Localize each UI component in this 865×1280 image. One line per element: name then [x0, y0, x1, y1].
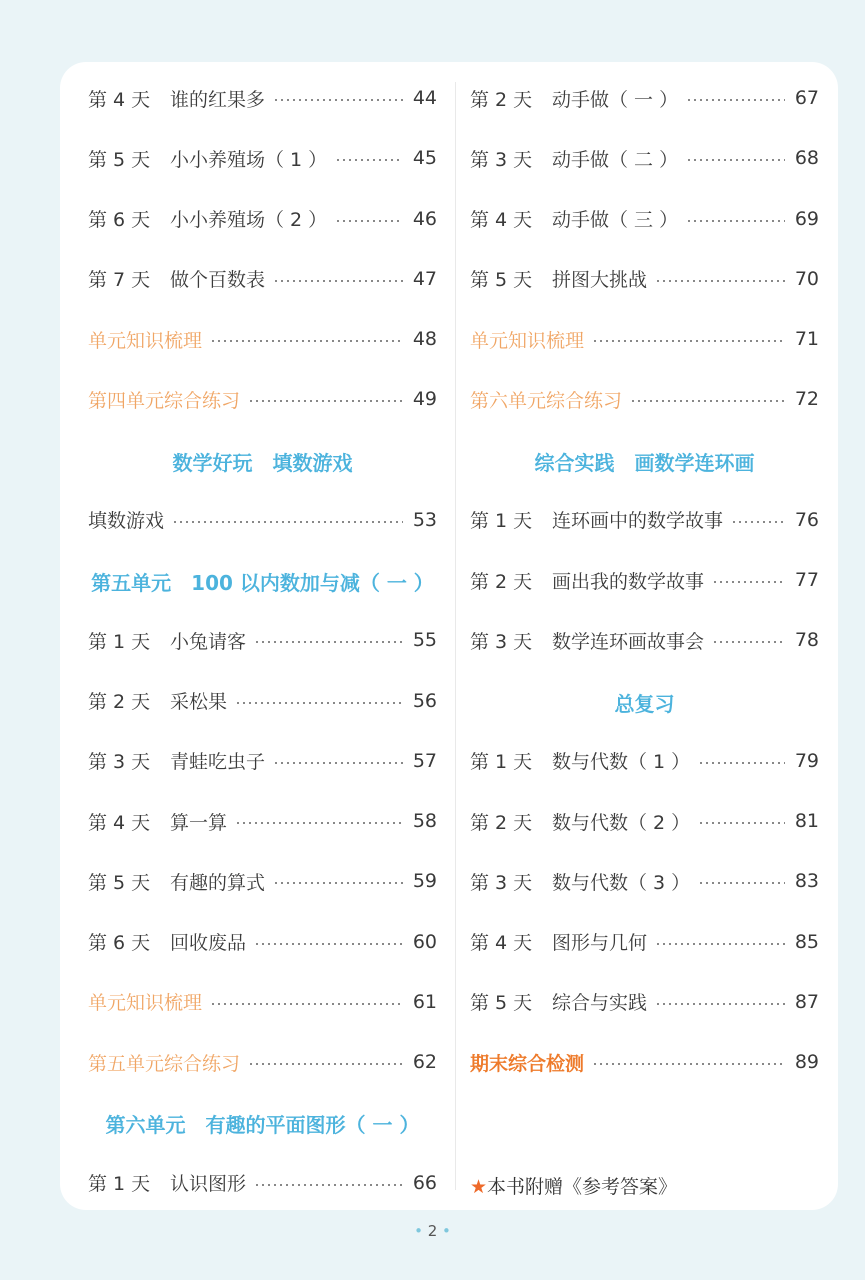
entry-title: 采松果	[170, 691, 228, 713]
dot-leader	[254, 1184, 403, 1186]
dot-leader	[712, 581, 785, 583]
entry-page-number: 85	[794, 930, 819, 953]
dot-leader	[686, 159, 785, 161]
entry-title: 数与代数（ 3 ）	[552, 871, 691, 894]
section-heading: 第六单元 有趣的平面图形（ 一 ）	[105, 1113, 420, 1138]
toc-summary-entry[interactable]	[88, 1047, 437, 1077]
entry-title: 填数游戏	[88, 510, 165, 533]
entry-title: 数与代数（ 2 ）	[552, 811, 691, 834]
dot-leader	[698, 822, 785, 824]
entry-day: 第 3 天	[88, 751, 151, 774]
entry-day: 第 5 天	[88, 148, 151, 171]
entry-day: 第 1 天	[470, 510, 533, 533]
entry-page-number: 46	[412, 207, 437, 230]
entry-page-number: 71	[794, 328, 819, 350]
entry-day: 第 7 天	[88, 269, 151, 292]
entry-page-number: 44	[412, 87, 437, 109]
entry-day: 第 4 天	[470, 209, 533, 231]
entry-day: 第 6 天	[88, 209, 151, 231]
dot-leader	[698, 762, 785, 764]
entry-day: 第 1 天	[88, 630, 151, 653]
toc-entry[interactable]	[470, 927, 819, 957]
entry-title: 有趣的算式	[170, 871, 266, 894]
dot-leader	[731, 521, 785, 523]
entry-title: 数学连环画故事会	[552, 630, 705, 653]
entry-title: 小小养殖场（ 2 ）	[170, 209, 328, 231]
entry-day: 第 5 天	[470, 992, 533, 1015]
entry-day: 第 2 天	[88, 691, 151, 713]
toc-summary-entry[interactable]	[88, 324, 437, 354]
entry-title: 动手做（ 二 ）	[552, 148, 679, 171]
dot-leader	[273, 99, 403, 101]
dot-leader	[335, 159, 403, 161]
dot-leader	[698, 882, 785, 884]
entry-title: 小小养殖场（ 1 ）	[170, 148, 328, 171]
entry-page-number: 87	[794, 990, 819, 1013]
entry-title: 拼图大挑战	[552, 269, 648, 292]
toc-entry[interactable]	[470, 987, 819, 1017]
entry-page-number: 76	[794, 508, 819, 531]
section-heading: 第五单元 100 以内数加与减（ 一 ）	[91, 571, 434, 595]
entry-title: 第四单元综合练习	[88, 389, 241, 412]
entry-title: 单元知识梳理	[470, 329, 585, 352]
dot-leader	[210, 1003, 403, 1005]
dot-leader	[273, 762, 403, 764]
page-number: 2	[427, 1222, 438, 1240]
entry-page-number: 66	[412, 1171, 437, 1194]
entry-page-number: 57	[412, 749, 437, 772]
entry-title: 回收废品	[170, 932, 247, 954]
toc-entry[interactable]	[470, 264, 819, 294]
entry-title: 动手做（ 三 ）	[552, 209, 679, 231]
dot-leader	[172, 521, 403, 523]
entry-day: 第 1 天	[88, 1173, 151, 1195]
entry-title: 期末综合检测	[470, 1052, 585, 1075]
toc-entry[interactable]	[88, 143, 437, 173]
dot-leader	[273, 280, 403, 282]
entry-title: 认识图形	[170, 1173, 247, 1195]
toc-entry[interactable]	[88, 866, 437, 896]
dot-leader	[655, 943, 785, 945]
toc-entry[interactable]	[88, 746, 437, 776]
toc-entry[interactable]	[470, 746, 819, 776]
entry-page-number: 67	[794, 87, 819, 109]
entry-page-number: 77	[794, 569, 819, 591]
entry-page-number: 55	[412, 629, 437, 652]
toc-summary-entry[interactable]	[88, 987, 437, 1017]
star-icon: ★	[470, 1176, 488, 1198]
toc-entry[interactable]	[470, 866, 819, 896]
entry-day: 第 5 天	[88, 871, 151, 894]
entry-title: 小兔请客	[170, 630, 247, 653]
entry-title: 谁的红果多	[170, 88, 266, 111]
toc-entry[interactable]	[88, 1168, 437, 1198]
toc-entry[interactable]	[470, 565, 819, 595]
toc-entry[interactable]	[88, 264, 437, 294]
toc-summary-entry[interactable]	[470, 384, 819, 414]
toc-entry[interactable]	[470, 83, 819, 113]
entry-title: 单元知识梳理	[88, 992, 203, 1015]
toc-entry[interactable]	[88, 686, 437, 716]
entry-day: 第 3 天	[470, 630, 533, 653]
toc-summary-entry[interactable]	[470, 324, 819, 354]
dot-leader	[592, 340, 785, 342]
toc-entry[interactable]	[88, 83, 437, 113]
dot-leader	[248, 1063, 403, 1065]
entry-page-number: 83	[794, 870, 819, 893]
entry-page-number: 78	[794, 629, 819, 652]
entry-title: 画出我的数学故事	[552, 570, 705, 593]
entry-title: 数与代数（ 1 ）	[552, 751, 691, 774]
entry-day: 第 2 天	[470, 570, 533, 593]
entry-page-number: 79	[794, 749, 819, 772]
entry-page-number: 68	[794, 147, 819, 170]
dot-leader	[655, 1003, 785, 1005]
entry-title: 动手做（ 一 ）	[552, 88, 679, 111]
entry-day: 第 1 天	[470, 751, 533, 774]
toc-entry[interactable]	[88, 505, 437, 535]
bonus-note-text: 本书附赠《参考答案》	[487, 1176, 678, 1198]
dot-leader	[273, 882, 403, 884]
toc-entry[interactable]	[470, 204, 819, 234]
entry-day: 第 2 天	[470, 811, 533, 834]
entry-title: 第五单元综合练习	[88, 1052, 241, 1075]
dot-leader	[210, 340, 403, 342]
toc-entry[interactable]	[470, 143, 819, 173]
entry-day: 第 5 天	[470, 269, 533, 292]
entry-page-number: 47	[412, 267, 437, 290]
entry-page-number: 53	[412, 508, 437, 531]
entry-day: 第 4 天	[88, 811, 151, 834]
section-heading: 综合实践 画数学连环画	[534, 450, 755, 475]
toc-summary-entry[interactable]	[88, 384, 437, 414]
dot-leader	[254, 641, 403, 643]
bullet-icon: •	[442, 1222, 451, 1240]
dot-leader	[254, 943, 403, 945]
dot-leader	[592, 1063, 785, 1065]
entry-title: 图形与几何	[552, 932, 648, 954]
entry-page-number: 58	[412, 810, 437, 832]
dot-leader	[686, 99, 785, 101]
entry-title: 第六单元综合练习	[470, 389, 623, 412]
toc-entry[interactable]	[470, 806, 819, 836]
entry-page-number: 72	[794, 388, 819, 411]
bonus-note	[470, 1172, 677, 1199]
dot-leader	[235, 822, 403, 824]
entry-page-number: 59	[412, 870, 437, 893]
entry-title: 连环画中的数学故事	[552, 510, 724, 533]
toc-entry[interactable]	[88, 625, 437, 655]
entry-title: 综合与实践	[552, 992, 648, 1015]
dot-leader	[686, 220, 785, 222]
entry-title: 单元知识梳理	[88, 329, 203, 352]
entry-day: 第 2 天	[470, 88, 533, 111]
dot-leader	[248, 400, 403, 402]
bullet-icon: •	[414, 1222, 423, 1240]
entry-page-number: 45	[412, 147, 437, 170]
dot-leader	[335, 220, 403, 222]
entry-page-number: 48	[412, 328, 437, 350]
entry-title: 算一算	[170, 811, 228, 834]
entry-page-number: 70	[794, 267, 819, 290]
column-divider	[455, 82, 456, 1190]
toc-entry[interactable]	[88, 204, 437, 234]
toc-entry[interactable]	[470, 505, 819, 535]
entry-title: 做个百数表	[170, 269, 266, 292]
dot-leader	[712, 641, 785, 643]
entry-day: 第 4 天	[88, 88, 151, 111]
dot-leader	[235, 702, 403, 704]
dot-leader	[655, 280, 785, 282]
entry-page-number: 62	[412, 1051, 437, 1073]
entry-day: 第 6 天	[88, 932, 151, 954]
entry-page-number: 49	[412, 388, 437, 411]
toc-entry[interactable]	[470, 625, 819, 655]
toc-entry[interactable]	[88, 927, 437, 957]
entry-day: 第 3 天	[470, 871, 533, 894]
toc-entry[interactable]	[88, 806, 437, 836]
page-number-footer	[0, 1222, 865, 1240]
section-heading: 数学好玩 填数游戏	[172, 450, 353, 475]
entry-page-number: 89	[794, 1051, 819, 1073]
dot-leader	[630, 400, 785, 402]
entry-page-number: 69	[794, 207, 819, 230]
entry-page-number: 81	[794, 810, 819, 832]
entry-day: 第 3 天	[470, 148, 533, 171]
entry-title: 青蛙吃虫子	[170, 751, 266, 774]
entry-page-number: 56	[412, 689, 437, 712]
entry-page-number: 60	[412, 930, 437, 953]
entry-page-number: 61	[412, 990, 437, 1013]
toc-exam-entry[interactable]	[470, 1047, 819, 1077]
entry-day: 第 4 天	[470, 932, 533, 954]
section-heading: 总复习	[614, 691, 675, 716]
